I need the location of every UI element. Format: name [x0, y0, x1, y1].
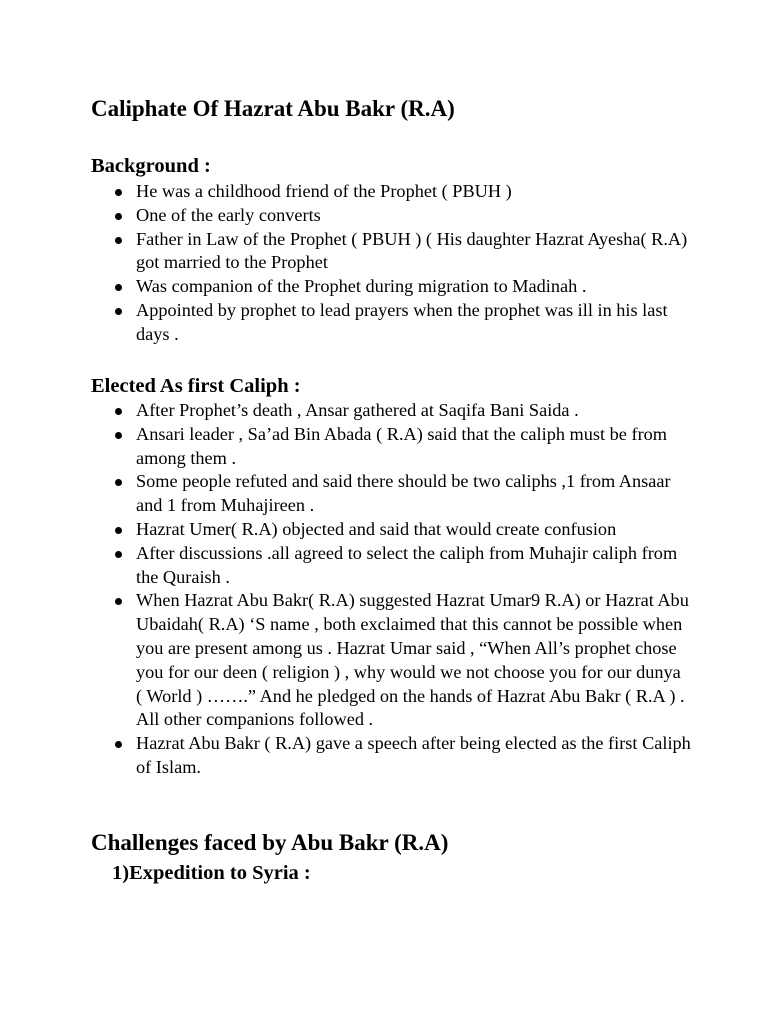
list-item: One of the early converts	[91, 204, 691, 228]
subheading-expedition-to-syria: 1)Expedition to Syria :	[112, 862, 311, 884]
list-item: Father in Law of the Prophet ( PBUH ) ( His daughter Hazrat Ayesha( R.A) got married to the Prophet	[91, 228, 691, 276]
list-item: Hazrat Umer( R.A) objected and said that would create confusion	[91, 518, 691, 542]
section-heading-background: Background :	[91, 155, 211, 177]
list-item: Some people refuted and said there should be two caliphs ,1 from Ansaar and 1 from Muhajireen .	[91, 470, 691, 518]
section-heading-elected: Elected As first Caliph :	[91, 375, 301, 397]
list-item: He was a childhood friend of the Prophet ( PBUH )	[91, 180, 691, 204]
list-item: Ansari leader , Sa’ad Bin Abada ( R.A) said that the caliph must be from among them .	[91, 423, 691, 471]
background-list	[91, 180, 691, 347]
document-title: Caliphate Of Hazrat Abu Bakr (R.A)	[91, 96, 455, 121]
list-item: Was companion of the Prophet during migration to Madinah .	[91, 275, 691, 299]
list-item: After Prophet’s death , Ansar gathered at Saqifa Bani Saida .	[91, 399, 691, 423]
list-item: Hazrat Abu Bakr ( R.A) gave a speech after being elected as the first Caliph of Islam.	[91, 732, 691, 780]
list-item: Appointed by prophet to lead prayers when the prophet was ill in his last days .	[91, 299, 691, 347]
list-item: After discussions .all agreed to select the caliph from Muhajir caliph from the Quraish .	[91, 542, 691, 590]
elected-list	[91, 399, 691, 780]
list-item: When Hazrat Abu Bakr( R.A) suggested Hazrat Umar9 R.A) or Hazrat Abu Ubaidah( R.A) ‘S name , both exclaimed that this cannot be possible when you are present among us . Hazrat Umar said , “When All’s prophet chose you for our deen ( religion ) , why would we not choose you for our dunya ( World ) …….” And he pledged on the hands of Hazrat Abu Bakr ( R.A ) . All other companions followed .	[91, 589, 691, 732]
section-heading-challenges: Challenges faced by Abu Bakr (R.A)	[91, 830, 449, 855]
